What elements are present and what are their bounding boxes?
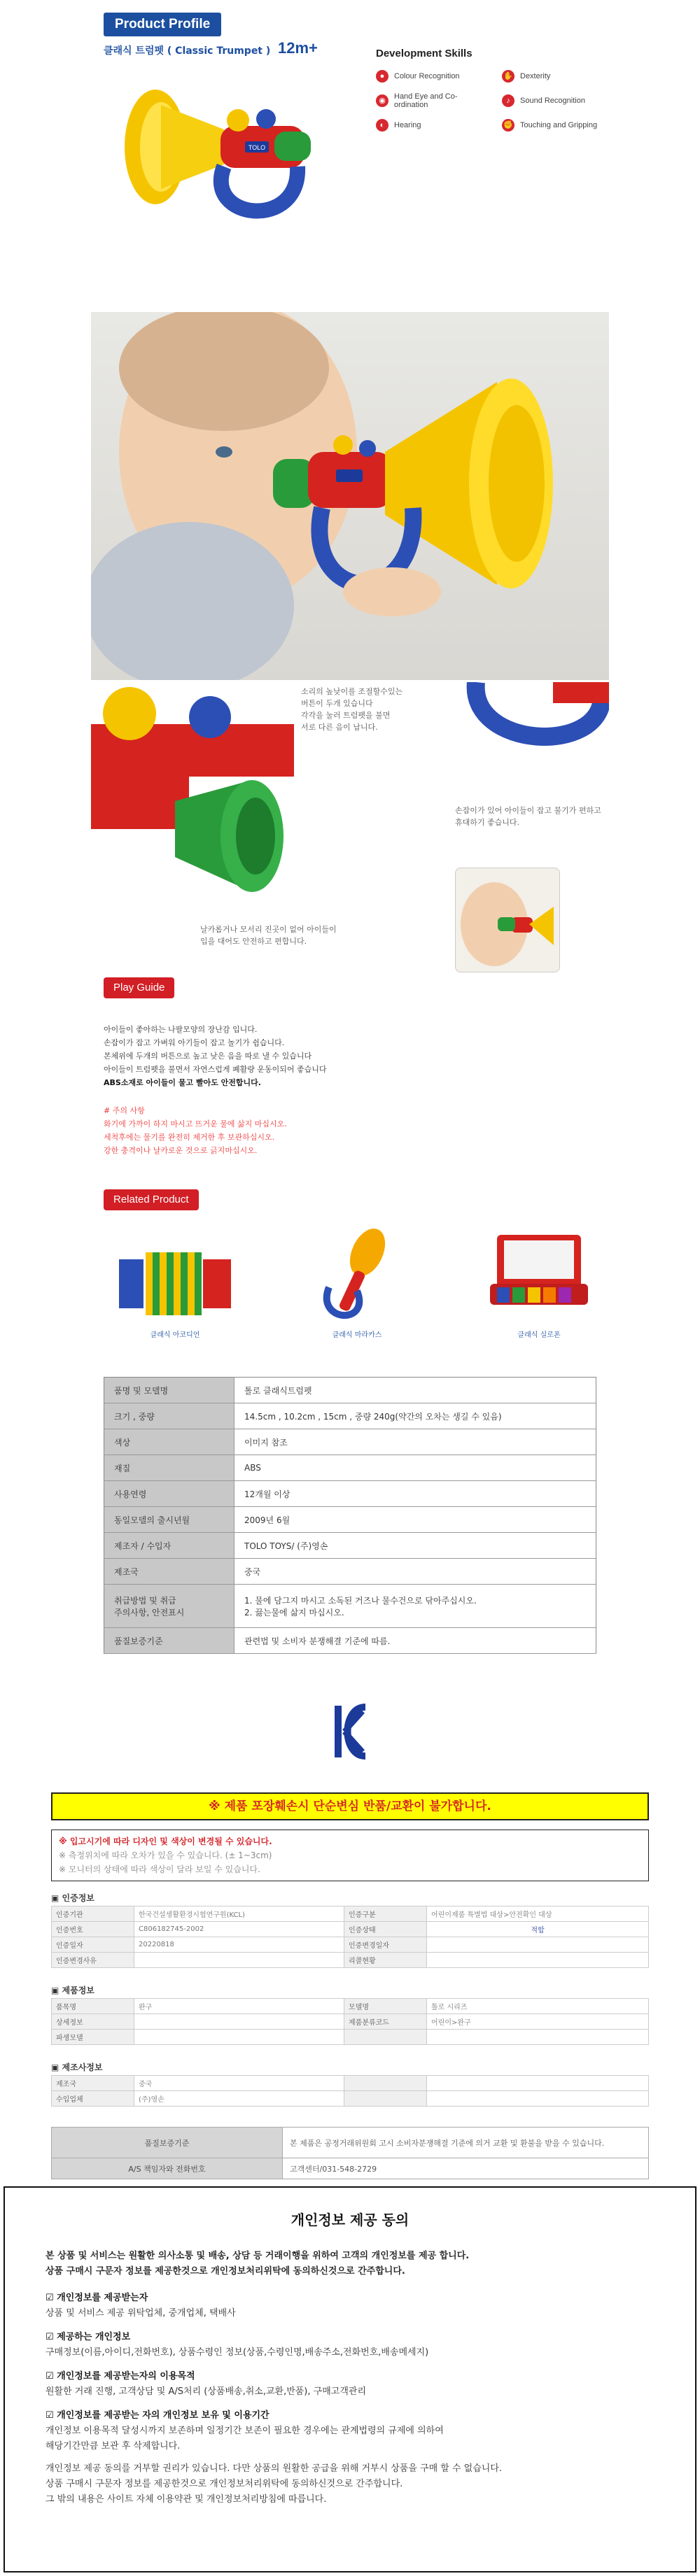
info-key: 모델명 (344, 1999, 427, 2014)
spec-value: 이미지 참조 (234, 1429, 596, 1455)
info-row (52, 1906, 649, 1922)
play-guide-badge: Play Guide (104, 977, 174, 998)
maker-info-table (51, 2075, 649, 2107)
info-key: 인증기관 (52, 1906, 134, 1922)
skill-item: ✊ Touching and Gripping (502, 119, 607, 132)
privacy-section-head: ☑ 개인정보를 제공받는자의 이용목적 (46, 2371, 195, 2382)
svg-text:TOLO: TOLO (248, 144, 266, 151)
skill-item: ◉ Hand Eye and Co-ordination (376, 92, 502, 109)
info-value: 적합 (427, 1922, 649, 1937)
privacy-consent-box: 개인정보 제공 동의 본 상품 및 서비스는 원활한 의사소통 및 배송, 상담 등 거래이행을 위하여 고객의 개인정보를 제공 합니다. 상품 구매시 구문자 정보를 제공한것으로 개인정보처리위탁에 동의하신것으로 간주합니다. ☑ 개인정보를 제공받는자 상품 및 서비스 제공 위탁업체, 중개업체, 택배사 ☑ 제공하는 개인정보 구매정보(이름,아이디,전화번호), 상품수령인 정보(상품,수령인명,배송주소,전화번호,배송메세지) ☑ 개인정보를 제공받는자의 이용목적 원활한 거래 진행, 고객상담 및 A/S처리 (상품배송,취소,교환,반품), 구매고객관리 ☑ 개인정보를 제공받는 자의 개인정보 보유 및 이용기간 개인정보 이용목적 달성시까지 보존하며 일정기간 보존이 필요한 경우에는 관계법령의 규제에 의하여 해당기간만큼 보관 후 삭제합니다. 개인정보 제공 동의를 거부할 권리가 있습니다. 다만 상품의 원활한 공급을 위해 거부시 상품을 구매 할 수 없습니다. 상품 구매시 구문자 정보를 제공한것으로 개인정보처리위탁에 동의하신것으로 간주합니다. 그 밖의 내용은 사이트 자체 이용약관 및 개인정보처리방침에 따릅니다. (4, 2186, 696, 2573)
info-key (344, 2091, 427, 2107)
spec-value: 14.5cm , 10.2cm , 15cm , 중량 240g(약간의 오차는 생길 수 있음) (234, 1403, 596, 1429)
info-key: 품목명 (52, 1999, 134, 2014)
info-value (427, 2030, 649, 2045)
hand-icon: ✋ (502, 70, 514, 83)
info-key: 인증일자 (52, 1937, 134, 1953)
product-name: 클래식 트럼펫 ( Classic Trumpet ) (104, 45, 271, 57)
info-key: 리콜현황 (344, 1953, 427, 1968)
info-key: 인증번호 (52, 1922, 134, 1937)
related-item-label: 클래식 아코디언 (150, 1331, 200, 1339)
palette-icon: ● (376, 70, 388, 83)
info-value (427, 1953, 649, 1968)
warranty-table: 품질보증기준 본 제품은 공정거래위원회 고시 소비자분쟁해결 기준에 의거 교환 및 환불을 받을 수 있습니다. A/S 책임자와 전화번호 고객센터/031-548-2729 (51, 2127, 649, 2179)
info-row (52, 1937, 649, 1953)
info-value (427, 2091, 649, 2107)
no-return-banner: ※ 제품 포장훼손시 단순변심 반품/교환이 불가합니다. (51, 1792, 649, 1820)
handle-closeup-image (462, 682, 609, 756)
info-row (52, 2014, 649, 2030)
info-key (344, 2030, 427, 2045)
accordion-image (105, 1221, 245, 1326)
product-info-title: ▣ 제품정보 (51, 1986, 94, 1995)
spec-row (104, 1628, 596, 1654)
product-info-table (51, 1998, 649, 2045)
baby-playing-photo (91, 312, 609, 680)
info-key: 인증변경일자 (344, 1937, 427, 1953)
spec-row (104, 1481, 596, 1507)
privacy-section-body: 개인정보 이용목적 달성시까지 보존하며 일정기간 보존이 필요한 경우에는 관계법령의 규제에 의하여 (46, 2426, 444, 2436)
mouthpiece-closeup-image (91, 773, 294, 892)
age-label: 12m+ (278, 39, 318, 57)
spec-key: 사용연령 (104, 1481, 234, 1507)
spec-table (104, 1377, 596, 1654)
privacy-section-head: ☑ 개인정보를 제공받는자 (46, 2293, 148, 2303)
info-key: 상세정보 (52, 2014, 134, 2030)
spec-row (104, 1533, 596, 1559)
privacy-section-body: 구매정보(이름,아이디,전화번호), 상품수령인 정보(상품,수령인명,배송주소,전화번호,배송메세지) (46, 2347, 429, 2358)
product-profile-badge: Product Profile (104, 13, 221, 36)
spec-value: TOLO TOYS/ (주)영손 (234, 1533, 596, 1559)
info-value: (주)영손 (134, 2091, 344, 2107)
related-product-badge: Related Product (104, 1189, 199, 1210)
spec-row (104, 1585, 596, 1628)
info-key: 제품분류코드 (344, 2014, 427, 2030)
spec-key: 취급방법 및 취급 주의사항, 안전표시 (104, 1585, 234, 1628)
info-value (134, 1953, 344, 1968)
info-value: 한국건설생활환경시험연구원(KCL) (134, 1906, 344, 1922)
spec-value: 중국 (234, 1559, 596, 1585)
cert-table (51, 1906, 649, 1968)
info-value: 어린이>완구 (427, 2014, 649, 2030)
info-key: 파생모델 (52, 2030, 134, 2045)
info-value: C806182745-2002 (134, 1922, 344, 1937)
spec-row (104, 1559, 596, 1585)
privacy-section-head: ☑ 제공하는 개인정보 (46, 2332, 131, 2342)
info-key: 인증구분 (344, 1906, 427, 1922)
info-key: 인증상태 (344, 1922, 427, 1937)
spec-value: 1. 물에 담그지 마시고 소독된 거즈나 물수건으로 닦아주십시오. 2. 끓는물에 삶지 마십시오. (234, 1585, 596, 1628)
spec-key: 제조국 (104, 1559, 234, 1585)
info-key: 인증변경사유 (52, 1953, 134, 1968)
play-guide-text: 아이들이 좋아하는 나팔모양의 장난감 입니다. 손잡이가 잡고 가벼워 아기들이 잡고 놀기가 쉽습니다. 본체위에 두개의 버튼으로 높고 낮은 음을 따로 낼 수 있습니다 아이들이 트럼펫을 불면서 자연스럽게 폐활량 운동이되어 좋습니다 ABS소재로 아이들이 물고 빨아도 안전합니다. (104, 1025, 327, 1087)
info-value: 완구 (134, 1999, 344, 2014)
maracas-image (287, 1221, 427, 1326)
spec-key: 제조자 / 수입자 (104, 1533, 234, 1559)
related-item-label: 클래식 실로폰 (517, 1331, 561, 1339)
handle-description: 손잡이가 있어 아이들이 잡고 불기가 편하고 휴대하기 좋습니다. (455, 806, 601, 827)
spec-value: 12개월 이상 (234, 1481, 596, 1507)
info-key: 수입업체 (52, 2091, 134, 2107)
spec-key: 품질보증기준 (104, 1628, 234, 1654)
sound-icon: ♪ (502, 94, 514, 107)
info-row (52, 1953, 649, 1968)
info-value: 톨로 시리즈 (427, 1999, 649, 2014)
skills-title: Development Skills (376, 48, 472, 59)
cert-info-title: ▣ 인증정보 (51, 1893, 94, 1903)
caution-notes: # 주의 사항 화기에 가까이 하지 마시고 뜨거운 물에 삶지 마십시오. 세척후에는 물기를 완전히 제거한 후 보관하십시오. 강한 충격이나 날카로운 것으로 긁지마십시오. (104, 1106, 287, 1155)
info-row (52, 1922, 649, 1937)
info-value: 중국 (134, 2076, 344, 2091)
ear-icon: ◐ (376, 119, 388, 132)
spec-key: 색상 (104, 1429, 234, 1455)
skills-grid (376, 70, 607, 132)
baby-thumbnail-photo (455, 868, 560, 972)
info-value (134, 2014, 344, 2030)
info-row (52, 1999, 649, 2014)
info-key: 제조국 (52, 2076, 134, 2091)
privacy-section-head: ☑ 개인정보를 제공받는 자의 개인정보 보유 및 이용기간 (46, 2410, 270, 2421)
xylophone-image (469, 1221, 609, 1326)
skill-item: ● Colour Recognition (376, 70, 502, 83)
info-row (52, 2030, 649, 2045)
spec-row (104, 1429, 596, 1455)
spec-key: 동일모델의 출시년월 (104, 1507, 234, 1533)
privacy-section-body: 원활한 거래 진행, 고객상담 및 A/S처리 (상품배송,취소,교환,반품), 구매고객관리 (46, 2386, 366, 2397)
privacy-section-body: 상품 및 서비스 제공 위탁업체, 중개업체, 택배사 (46, 2308, 236, 2319)
related-item-xylophone[interactable] (469, 1221, 609, 1339)
eye-icon: ◉ (376, 94, 388, 107)
spec-key: 품명 및 모델명 (104, 1378, 234, 1403)
related-item-accordion[interactable] (105, 1221, 245, 1339)
skill-item: ♪ Sound Recognition (502, 92, 607, 109)
maker-info-title: ▣ 제조사정보 (51, 2062, 103, 2072)
spec-value: 관련법 및 소비자 분쟁해결 기준에 따름. (234, 1628, 596, 1654)
related-item-maracas[interactable] (287, 1221, 427, 1339)
info-value (134, 2030, 344, 2045)
info-row (52, 2091, 649, 2107)
spec-value: 2009년 6월 (234, 1507, 596, 1533)
related-item-label: 클래식 마라카스 (332, 1331, 382, 1339)
info-value: 어린이제품 특별법 대상>안전확인 대상 (427, 1906, 649, 1922)
spec-key: 크기 , 중량 (104, 1403, 234, 1429)
spec-key: 재질 (104, 1455, 234, 1481)
skill-item: ◐ Hearing (376, 119, 502, 132)
grip-icon: ✊ (502, 119, 514, 132)
info-value (427, 1937, 649, 1953)
kc-mark-icon (329, 1700, 371, 1763)
info-value: 20220818 (134, 1937, 344, 1953)
spec-row (104, 1403, 596, 1429)
spec-row (104, 1507, 596, 1533)
spec-value: 톨로 클래식트럼펫 (234, 1378, 596, 1403)
trumpet-image (119, 77, 329, 245)
info-key (344, 2076, 427, 2091)
info-value (427, 2076, 649, 2091)
privacy-title: 개인정보 제공 동의 (290, 2211, 410, 2228)
notice-box: ※ 입고시기에 따라 디자인 및 색상이 변경될 수 있습니다. ※ 측정위치에 따라 오차가 있을 수 있습니다. (± 1~3cm) ※ 모니터의 상태에 따라 색상이 달라 보일 수 있습니다. (51, 1830, 649, 1881)
skill-item: ✋ Dexterity (502, 70, 607, 83)
buttons-closeup-image (91, 682, 294, 777)
spec-row (104, 1378, 596, 1403)
privacy-section-body: 해당기간만큼 보관 후 삭제합니다. (46, 2441, 181, 2451)
info-row (52, 2076, 649, 2091)
buttons-description: 소리의 높낮이를 조절할수있는 버튼이 두개 있습니다 각각을 눌러 트럼펫을 불면 서로 다른 음이 납니다. (301, 687, 403, 732)
mouthpiece-description: 날카롭거나 모서리 진곳이 없어 아이들이 입을 대어도 안전하고 편합니다. (200, 925, 337, 946)
related-products (105, 1221, 609, 1339)
spec-value: ABS (234, 1455, 596, 1481)
spec-row (104, 1455, 596, 1481)
